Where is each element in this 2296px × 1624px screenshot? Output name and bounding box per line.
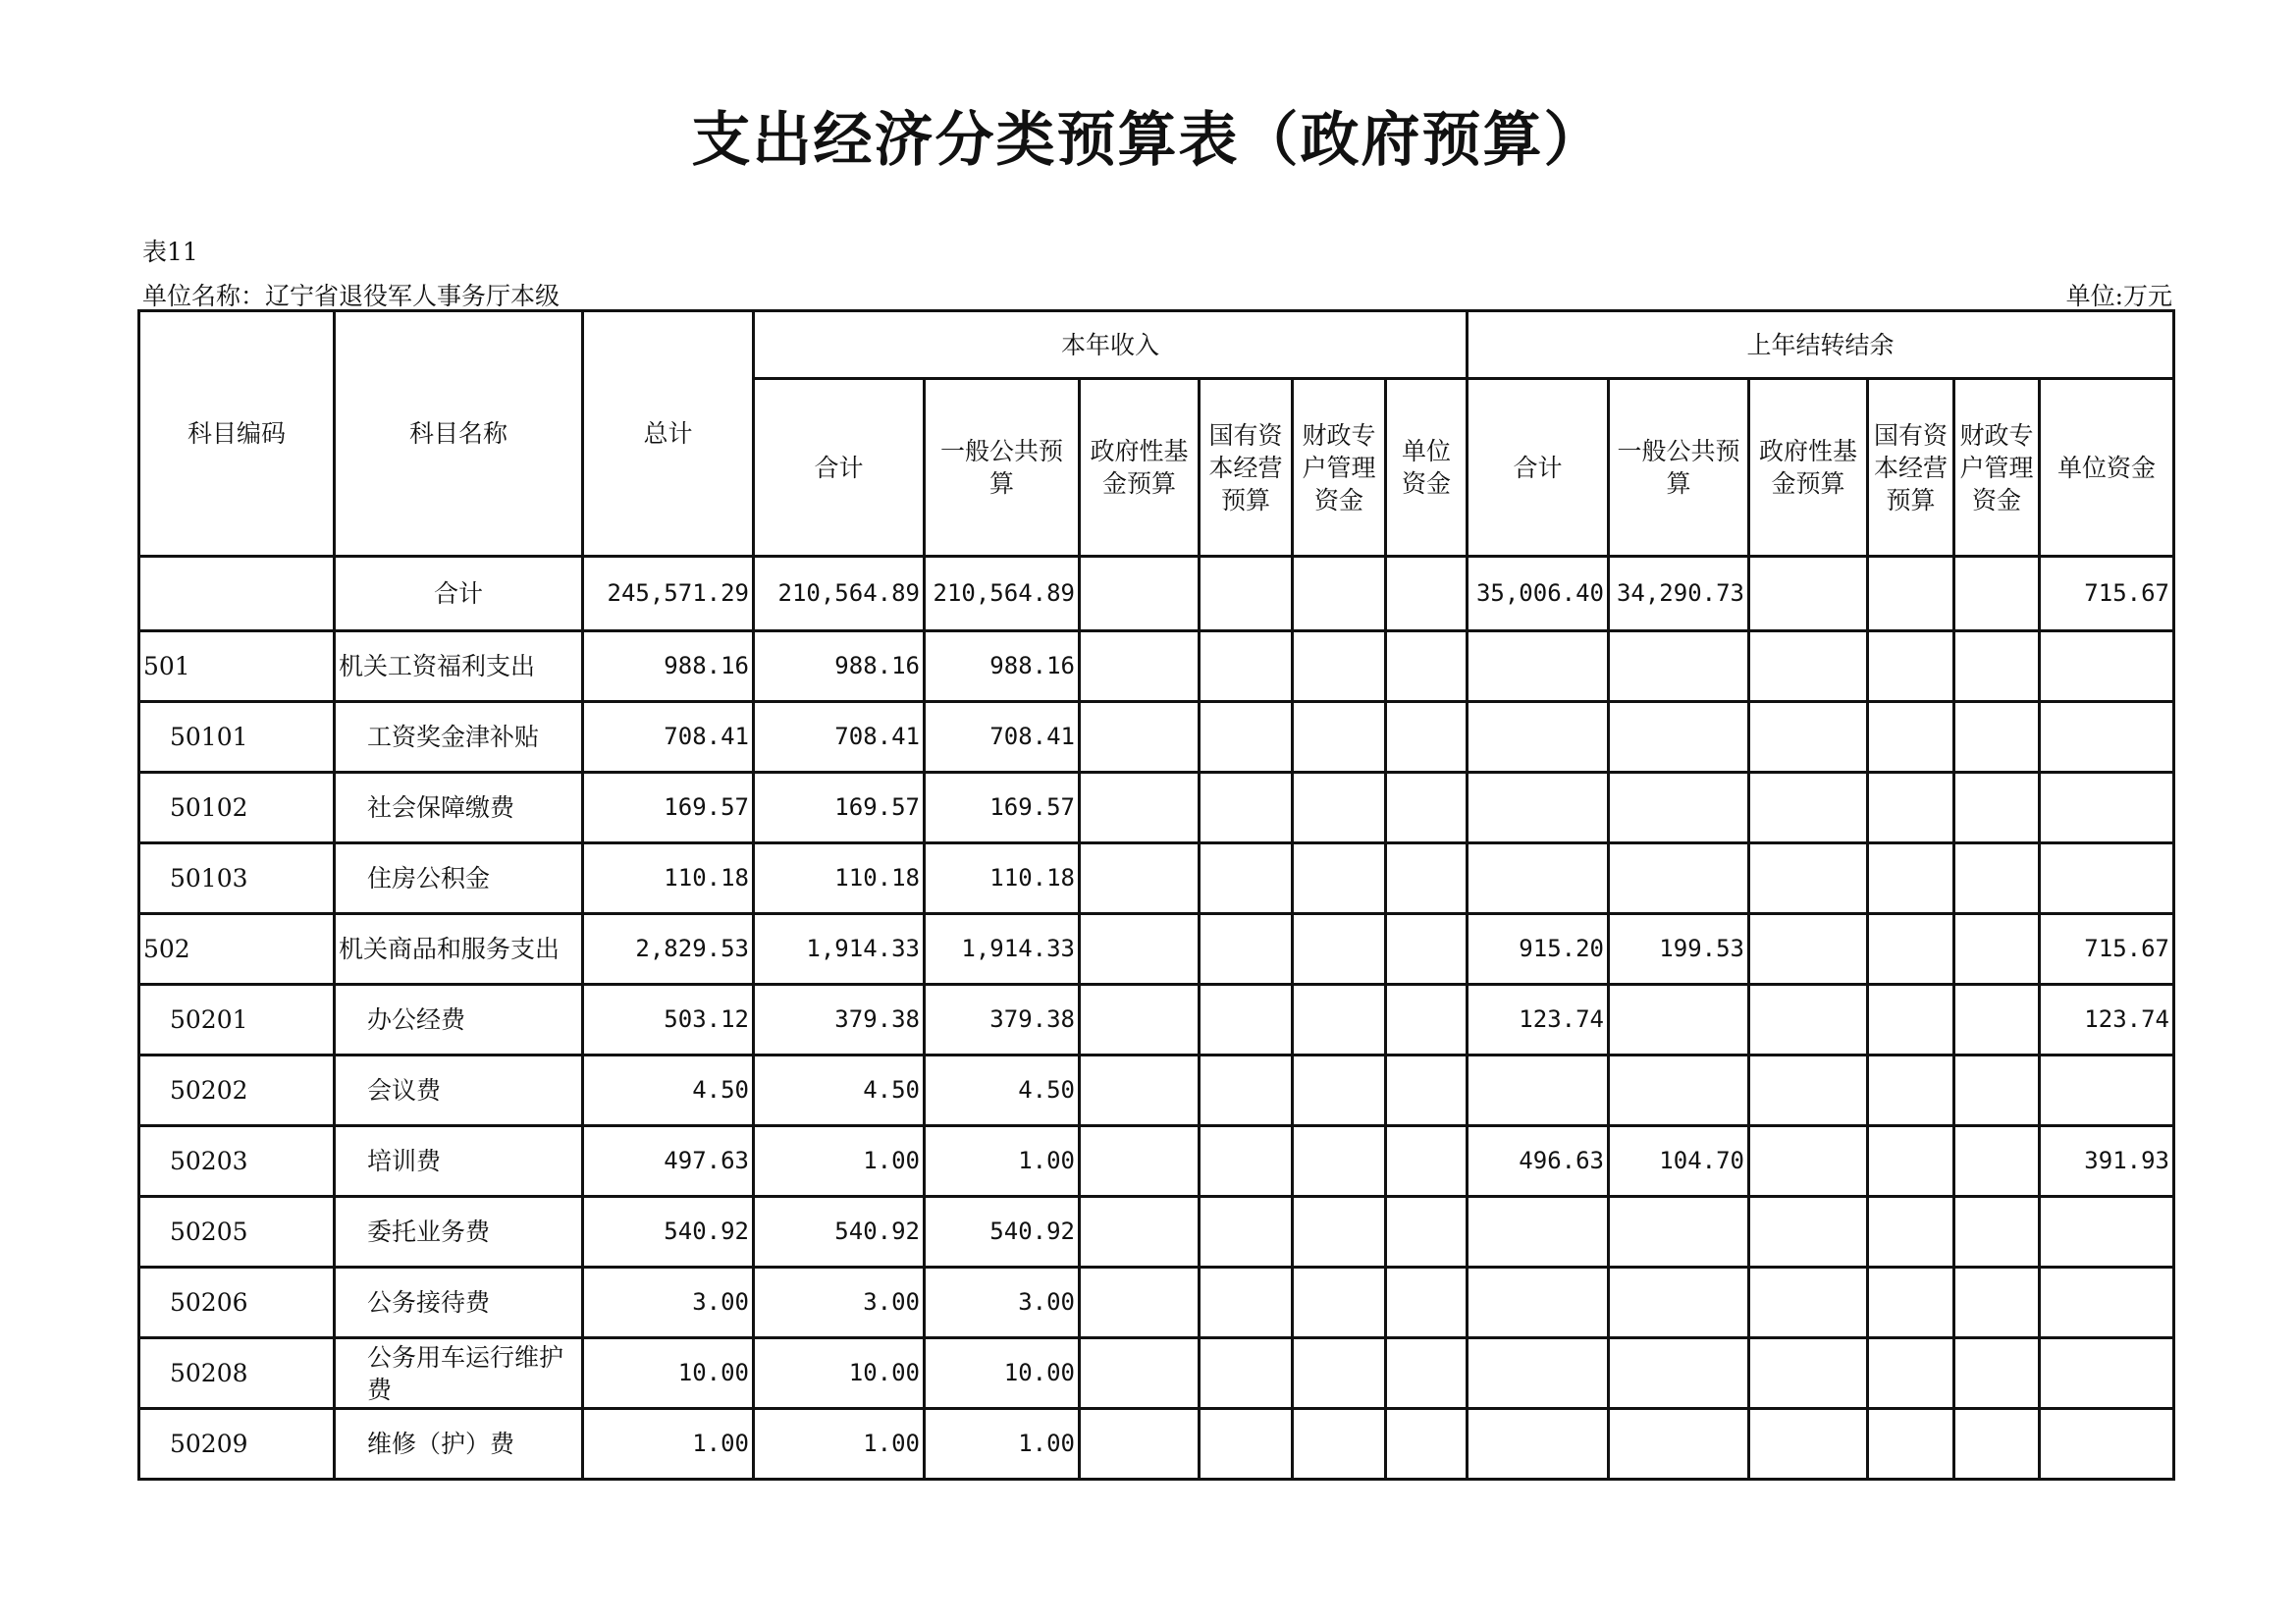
cell-value: 379.38 <box>754 985 925 1056</box>
header-carryover: 上年结转结余 <box>1468 311 2174 379</box>
header-cy-fund: 政府性基金预算 <box>1080 379 1200 557</box>
cell-value <box>1293 631 1386 702</box>
cell-value: 496.63 <box>1468 1126 1609 1197</box>
cell-name: 公务接待费 <box>335 1268 583 1338</box>
cell-value: 10.00 <box>754 1338 925 1409</box>
cell-value <box>1609 702 1749 773</box>
cell-name: 机关工资福利支出 <box>335 631 583 702</box>
cell-value <box>1954 557 2040 631</box>
table-row <box>139 914 2174 985</box>
cell-value: 1.00 <box>754 1126 925 1197</box>
cell-value: 540.92 <box>754 1197 925 1268</box>
cell-value: 379.38 <box>925 985 1080 1056</box>
cell-value <box>1868 985 1954 1056</box>
cell-value <box>2040 1056 2174 1126</box>
cell-value <box>1609 1268 1749 1338</box>
cell-value <box>1868 1056 1954 1126</box>
cell-name: 合计 <box>335 557 583 631</box>
cell-value: 988.16 <box>925 631 1080 702</box>
cell-value <box>1954 914 2040 985</box>
cell-code: 50203 <box>139 1126 335 1197</box>
cell-value <box>1080 773 1200 843</box>
cell-value <box>1080 557 1200 631</box>
cell-code: 50202 <box>139 1056 335 1126</box>
cell-code: 501 <box>139 631 335 702</box>
cell-value: 110.18 <box>583 843 754 914</box>
cell-value <box>1293 1056 1386 1126</box>
cell-value <box>1293 702 1386 773</box>
cell-value: 1.00 <box>925 1409 1080 1480</box>
cell-value <box>1609 773 1749 843</box>
cell-value: 391.93 <box>2040 1126 2174 1197</box>
table-row <box>139 773 2174 843</box>
cell-value: 210,564.89 <box>925 557 1080 631</box>
cell-value: 245,571.29 <box>583 557 754 631</box>
cell-value: 540.92 <box>583 1197 754 1268</box>
cell-value <box>1080 702 1200 773</box>
cell-value: 10.00 <box>583 1338 754 1409</box>
cell-value <box>1080 1338 1200 1409</box>
cell-name: 维修（护）费 <box>335 1409 583 1480</box>
cell-value <box>1200 1126 1293 1197</box>
cell-value: 2,829.53 <box>583 914 754 985</box>
cell-value <box>1080 1409 1200 1480</box>
cell-value <box>1954 1126 2040 1197</box>
cell-value <box>1468 1197 1609 1268</box>
cell-value <box>1200 1056 1293 1126</box>
unit-name: 单位名称：辽宁省退役军人事务厅本级 <box>142 282 561 310</box>
header-co-special-account: 财政专户管理资金 <box>1954 379 2040 557</box>
cell-name: 会议费 <box>335 1056 583 1126</box>
cell-value <box>1200 1409 1293 1480</box>
cell-name: 公务用车运行维护费 <box>335 1338 583 1409</box>
cell-value: 3.00 <box>754 1268 925 1338</box>
table-row <box>139 631 2174 702</box>
cell-value <box>1954 843 2040 914</box>
header-current-year: 本年收入 <box>754 311 1468 379</box>
header-cy-total: 合计 <box>754 379 925 557</box>
cell-value <box>1868 1126 1954 1197</box>
cell-value <box>2040 773 2174 843</box>
cell-value: 110.18 <box>754 843 925 914</box>
cell-value <box>1293 1197 1386 1268</box>
cell-value <box>1468 773 1609 843</box>
cell-value: 210,564.89 <box>754 557 925 631</box>
cell-value: 1.00 <box>754 1409 925 1480</box>
cell-name: 社会保障缴费 <box>335 773 583 843</box>
cell-value: 169.57 <box>925 773 1080 843</box>
currency-unit: 单位:万元 <box>2065 282 2172 310</box>
table-row <box>139 1126 2174 1197</box>
cell-value <box>2040 1338 2174 1409</box>
cell-value: 988.16 <box>583 631 754 702</box>
cell-value <box>1468 631 1609 702</box>
cell-value <box>1386 985 1468 1056</box>
cell-value: 3.00 <box>925 1268 1080 1338</box>
cell-value <box>1749 1197 1868 1268</box>
cell-value <box>1386 1409 1468 1480</box>
cell-value <box>1080 1126 1200 1197</box>
cell-value <box>1954 1338 2040 1409</box>
cell-code <box>139 557 335 631</box>
header-cy-special-account: 财政专户管理资金 <box>1293 379 1386 557</box>
cell-value <box>1386 1197 1468 1268</box>
cell-value: 497.63 <box>583 1126 754 1197</box>
cell-value <box>1293 843 1386 914</box>
header-co-fund: 政府性基金预算 <box>1749 379 1868 557</box>
cell-value <box>1868 914 1954 985</box>
cell-value <box>1080 1056 1200 1126</box>
cell-value <box>1293 1338 1386 1409</box>
cell-value <box>1609 1409 1749 1480</box>
cell-value <box>2040 631 2174 702</box>
cell-value: 708.41 <box>925 702 1080 773</box>
cell-value <box>1200 914 1293 985</box>
cell-value: 715.67 <box>2040 914 2174 985</box>
cell-value <box>1868 1197 1954 1268</box>
cell-value <box>1954 702 2040 773</box>
cell-value <box>1293 557 1386 631</box>
cell-value <box>1200 1197 1293 1268</box>
header-cy-general: 一般公共预算 <box>925 379 1080 557</box>
cell-value <box>1468 1409 1609 1480</box>
cell-code: 50101 <box>139 702 335 773</box>
cell-value: 34,290.73 <box>1609 557 1749 631</box>
cell-value <box>1609 1338 1749 1409</box>
cell-value: 10.00 <box>925 1338 1080 1409</box>
cell-name: 培训费 <box>335 1126 583 1197</box>
cell-value <box>1293 1126 1386 1197</box>
cell-value <box>1868 1338 1954 1409</box>
cell-value <box>2040 702 2174 773</box>
table-row <box>139 985 2174 1056</box>
cell-value <box>1749 773 1868 843</box>
table-row <box>139 843 2174 914</box>
table-row <box>139 1197 2174 1268</box>
cell-value <box>1749 557 1868 631</box>
cell-code: 50208 <box>139 1338 335 1409</box>
header-name: 科目名称 <box>335 311 583 557</box>
cell-value: 4.50 <box>583 1056 754 1126</box>
cell-value: 708.41 <box>754 702 925 773</box>
cell-value <box>1293 1409 1386 1480</box>
header-co-state-capital: 国有资本经营预算 <box>1868 379 1954 557</box>
cell-value <box>1386 773 1468 843</box>
cell-value <box>1200 843 1293 914</box>
header-co-general: 一般公共预算 <box>1609 379 1749 557</box>
cell-value <box>1293 985 1386 1056</box>
cell-value: 715.67 <box>2040 557 2174 631</box>
total-row <box>139 557 2174 631</box>
cell-value <box>1868 557 1954 631</box>
cell-value <box>1200 1338 1293 1409</box>
cell-value <box>1868 773 1954 843</box>
cell-value <box>1749 914 1868 985</box>
cell-value <box>1386 631 1468 702</box>
cell-value: 1.00 <box>925 1126 1080 1197</box>
cell-value <box>1868 1409 1954 1480</box>
cell-value: 123.74 <box>2040 985 2174 1056</box>
cell-value <box>1080 631 1200 702</box>
cell-name: 办公经费 <box>335 985 583 1056</box>
table-row <box>139 702 2174 773</box>
cell-value: 988.16 <box>754 631 925 702</box>
cell-value <box>1293 1268 1386 1338</box>
cell-name: 委托业务费 <box>335 1197 583 1268</box>
header-total: 总计 <box>583 311 754 557</box>
cell-value <box>2040 1197 2174 1268</box>
cell-name: 工资奖金津补贴 <box>335 702 583 773</box>
cell-value <box>1868 843 1954 914</box>
cell-value <box>1080 914 1200 985</box>
cell-value: 3.00 <box>583 1268 754 1338</box>
header-cy-unit-funds: 单位资金 <box>1386 379 1468 557</box>
cell-value: 503.12 <box>583 985 754 1056</box>
cell-code: 502 <box>139 914 335 985</box>
cell-value <box>1468 1268 1609 1338</box>
cell-value <box>1868 1268 1954 1338</box>
cell-code: 50209 <box>139 1409 335 1480</box>
cell-value <box>1749 1409 1868 1480</box>
cell-value <box>1468 1338 1609 1409</box>
cell-value <box>1749 1126 1868 1197</box>
cell-value: 1,914.33 <box>754 914 925 985</box>
table-row <box>139 1409 2174 1480</box>
cell-name: 机关商品和服务支出 <box>335 914 583 985</box>
cell-code: 50103 <box>139 843 335 914</box>
budget-table <box>137 309 2175 1481</box>
cell-value <box>1293 773 1386 843</box>
cell-value <box>1609 1197 1749 1268</box>
cell-value: 1,914.33 <box>925 914 1080 985</box>
cell-value: 169.57 <box>583 773 754 843</box>
cell-code: 50102 <box>139 773 335 843</box>
cell-value <box>1954 1056 2040 1126</box>
cell-value <box>1954 631 2040 702</box>
cell-value: 35,006.40 <box>1468 557 1609 631</box>
cell-value <box>1386 914 1468 985</box>
cell-code: 50201 <box>139 985 335 1056</box>
cell-value <box>1200 1268 1293 1338</box>
cell-value: 708.41 <box>583 702 754 773</box>
cell-value <box>1749 1338 1868 1409</box>
cell-value <box>1080 985 1200 1056</box>
cell-value: 110.18 <box>925 843 1080 914</box>
table-row <box>139 1056 2174 1126</box>
table-row <box>139 1338 2174 1409</box>
cell-value: 4.50 <box>925 1056 1080 1126</box>
cell-value <box>1293 914 1386 985</box>
table-number: 表11 <box>142 238 198 266</box>
cell-value <box>1200 702 1293 773</box>
cell-value <box>1609 631 1749 702</box>
cell-value <box>1386 1056 1468 1126</box>
cell-value <box>1609 843 1749 914</box>
cell-code: 50206 <box>139 1268 335 1338</box>
cell-value <box>1749 631 1868 702</box>
cell-value <box>1954 1268 2040 1338</box>
cell-value: 1.00 <box>583 1409 754 1480</box>
cell-value: 123.74 <box>1468 985 1609 1056</box>
cell-value <box>1200 631 1293 702</box>
cell-value <box>1954 985 2040 1056</box>
cell-value <box>1749 1056 1868 1126</box>
cell-value <box>1954 1409 2040 1480</box>
cell-value: 540.92 <box>925 1197 1080 1268</box>
cell-value <box>1954 773 2040 843</box>
cell-value <box>1468 702 1609 773</box>
cell-value <box>1468 843 1609 914</box>
cell-value <box>2040 1268 2174 1338</box>
cell-value: 199.53 <box>1609 914 1749 985</box>
cell-value <box>1749 843 1868 914</box>
cell-value <box>1200 557 1293 631</box>
cell-value <box>1609 1056 1749 1126</box>
cell-value <box>1868 702 1954 773</box>
cell-value: 915.20 <box>1468 914 1609 985</box>
cell-value <box>1386 1338 1468 1409</box>
cell-value <box>1080 843 1200 914</box>
cell-value <box>1080 1197 1200 1268</box>
cell-value <box>1386 702 1468 773</box>
cell-value <box>2040 843 2174 914</box>
cell-value <box>1468 1056 1609 1126</box>
cell-name: 住房公积金 <box>335 843 583 914</box>
cell-value <box>1749 702 1868 773</box>
cell-value <box>1200 985 1293 1056</box>
cell-value <box>2040 1409 2174 1480</box>
header-cy-state-capital: 国有资本经营预算 <box>1200 379 1293 557</box>
cell-code: 50205 <box>139 1197 335 1268</box>
cell-value <box>1749 1268 1868 1338</box>
cell-value <box>1386 557 1468 631</box>
cell-value <box>1609 985 1749 1056</box>
header-co-total: 合计 <box>1468 379 1609 557</box>
cell-value <box>1386 843 1468 914</box>
cell-value <box>1749 985 1868 1056</box>
cell-value <box>1954 1197 2040 1268</box>
cell-value <box>1386 1268 1468 1338</box>
header-co-unit-funds: 单位资金 <box>2040 379 2174 557</box>
header-code: 科目编码 <box>139 311 335 557</box>
page-title: 支出经济分类预算表（政府预算） <box>691 106 1605 175</box>
cell-value: 4.50 <box>754 1056 925 1126</box>
cell-value: 104.70 <box>1609 1126 1749 1197</box>
cell-value: 169.57 <box>754 773 925 843</box>
cell-value <box>1200 773 1293 843</box>
cell-value <box>1386 1126 1468 1197</box>
table-row <box>139 1268 2174 1338</box>
cell-value <box>1868 631 1954 702</box>
cell-value <box>1080 1268 1200 1338</box>
